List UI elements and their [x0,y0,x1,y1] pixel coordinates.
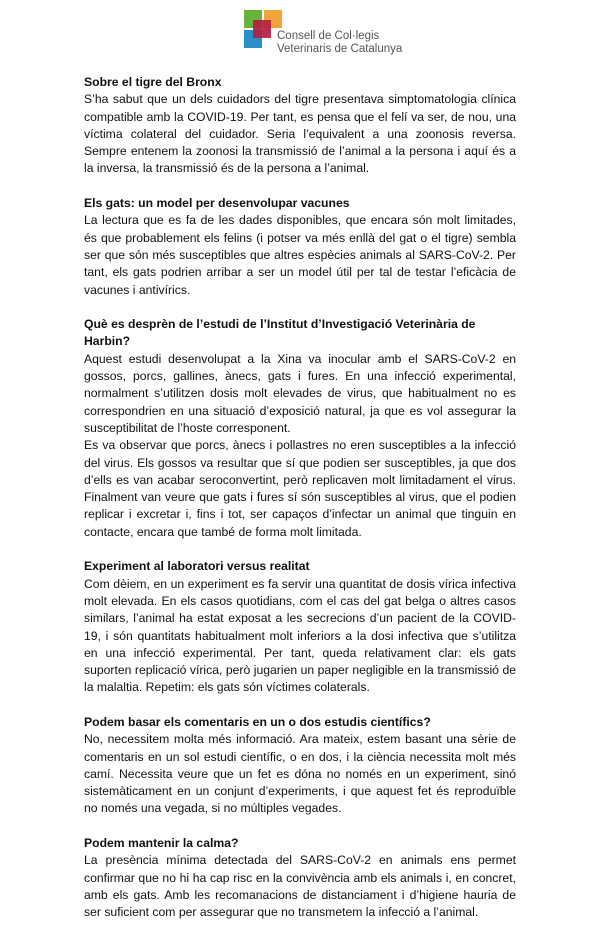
logo-square-red-icon [253,20,271,38]
section-heading: Podem basar els comentaris en un o dos estudis científics? [84,714,431,729]
section-heading: Experiment al laboratori versus realitat [84,559,310,574]
section-laboratori-realitat [84,558,516,696]
section-paragraph: Aquest estudi desenvolupat a la Xina va inocular amb el SARS-CoV-2 en gossos, porcs, gallines, ànecs, gats i fures. En una infecció experimental, normalment s’utilitzen dosis molt elevades de virus, que habitualment no es correspondrien en una situació d’exposició natural, ja que es vol assegurar la susceptibilitat de l’hoste corresponent. [84,351,516,435]
logo-text [277,30,402,56]
section-estudis-cientifics [84,714,516,818]
section-paragraph: Com dèiem, en un experiment es fa servir una quantitat de dosis vírica infectiva molt elevada. En els casos quotidians, com el cas del gat belga o altres casos similars, l’animal ha estat exposat a les secrecions d’un pacient de la COVID-19, i són quantitats habitualment molt inferiors a la dosi infectiva que s’utilitza en una infecció experimental. Per tant, queda relativament clar: els gats suporten replicació vírica, però jugarien un paper negligible en la transmissió de la malaltia. Repetim: els gats són víctimes colaterals. [84,576,516,695]
section-estudi-harbin [84,316,516,541]
section-paragraph: S’ha sabut que un dels cuidadors del tigre presentava simptomatologia clínica compatible amb la COVID-19. Per tant, es pensa que el felí va ser, de nou, una víctima colateral del cuidador. Seria l’equivalent a una zoonosis reversa. Sempre entenem la zoonosi la transmissió de l’animal a la persona i aquí és a la inversa, la transmissió és de la persona a l’animal. [84,92,516,176]
section-heading: Els gats: un model per desenvolupar vacunes [84,196,350,211]
section-heading: Podem mantenir la calma? [84,836,239,851]
section-paragraph: La presència mínima detectada del SARS-CoV-2 en animals ens permet confirmar que no hi ha cap risc en la convivència amb els animals i, en concret, amb els gats. Amb les recomanacions de distanciament i d’higiene hauria de ser suficient com per assegurar que no transmetem la infecció a l’animal. [84,853,516,920]
logo-line-1: Consell de Col·legis [277,30,380,42]
section-heading: Què es desprèn de l’estudi de l’Institut d’Investigació Veterinària de Harbin? [84,317,476,349]
section-paragraph: No, necessitem molta més informació. Ara mateix, estem basant una sèrie de comentaris en un sol estudi científic, o en dos, i la ciència necessita molt més camí. Necessita veure que un fet es dóna no només en un experiment, sinó sistemàticament en un conjunt d’experiments, i que aquest fet és reproduïble no només una vegada, si no múltiples vegades. [84,732,516,816]
section-paragraph: Es va observar que porcs, ànecs i pollastres no eren susceptibles a la infecció del virus. Els gossos va resultar que sí que podien ser susceptibles, ja que dos d’ells es van acabar seroconvertint, però replicaven molt limitadament el virus. Finalment van veure que gats i fures sí són susceptibles al virus, que el podien replicar i excretar i, fins i tot, ser capaços d’infectar un animal que tinguin en contacte, encara que també de forma molt limitada. [84,438,516,539]
section-tigre-bronx [84,74,516,178]
section-heading: Sobre el tigre del Bronx [84,75,222,89]
section-paragraph: La lectura que es fa de les dades disponibles, que encara són molt limitades, és que probablement els felins (i potser va més enllà del gat o el tigre) sembla ser que són més susceptibles que altres espècies animals al SARS-CoV-2. Per tant, els gats podrien arribar a ser un model útil per tal de testar l’eficàcia de vacunes i antivírics. [84,213,516,297]
logo-line-2: Veterinaris de Catalunya [277,43,403,55]
org-logo [244,10,424,58]
section-gats-vacunes [84,195,516,299]
document-body [84,74,516,939]
section-mantenir-calma [84,835,516,921]
